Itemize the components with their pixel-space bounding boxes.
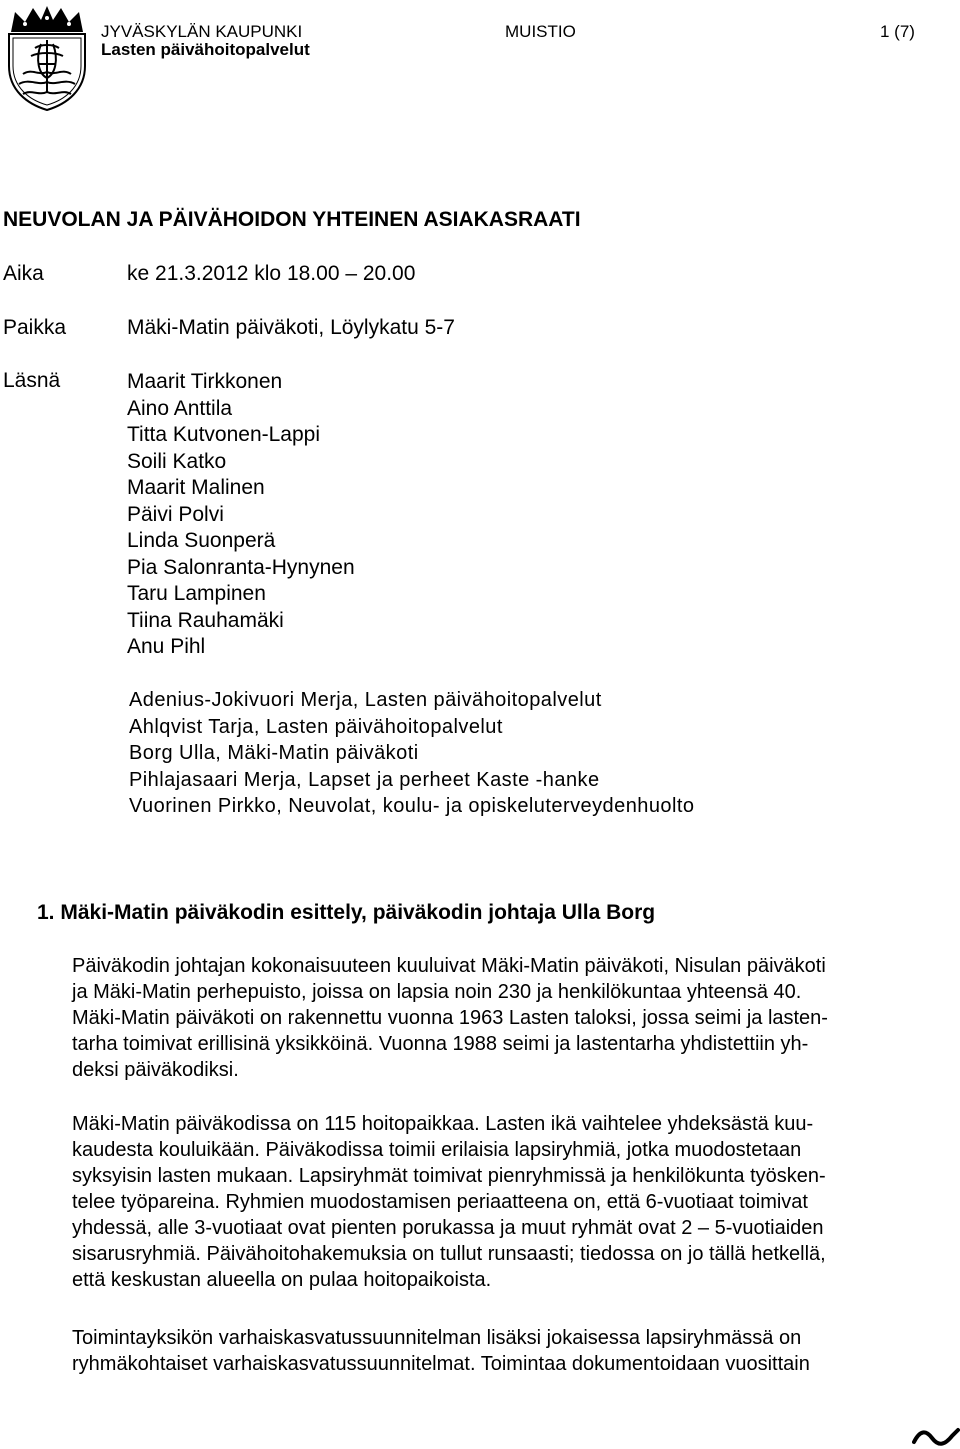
lasna-label: Läsnä xyxy=(3,369,61,392)
text-line: ja Mäki-Matin perhepuisto, joissa on lapsia noin 230 ja henkilökuntaa yhteensä 40. xyxy=(72,981,802,1003)
attendee: Pia Salonranta-Hynynen xyxy=(127,555,355,579)
guests-list xyxy=(129,687,694,820)
paikka-value: Mäki-Matin päiväkoti, Löylykatu 5-7 xyxy=(127,316,455,339)
text-line: Mäki-Matin päiväkodissa on 115 hoitopaikkaa. Lasten ikä vaihtelee yhdeksästä kuu- xyxy=(72,1113,814,1135)
attendees-list xyxy=(127,369,355,661)
guest: Borg Ulla, Mäki-Matin päiväkoti xyxy=(129,742,419,764)
text-line: kaudesta kouluikään. Päiväkodissa toimii erilaisia lapsiryhmiä, jotka muodostetaan xyxy=(72,1139,802,1161)
attendee: Aino Anttila xyxy=(127,396,233,420)
header-doc-type: MUISTIO xyxy=(505,22,576,41)
guest: Vuorinen Pirkko, Neuvolat, koulu- ja opiskeluterveydenhuolto xyxy=(129,795,695,817)
section-1-title: 1. Mäki-Matin päiväkodin esittely, päiväkodin johtaja Ulla Borg xyxy=(37,901,656,924)
text-line: Mäki-Matin päiväkoti on rakennettu vuonna 1963 Lasten taloksi, jossa seimi ja lasten- xyxy=(72,1007,828,1029)
text-line: deksi päiväkodiksi. xyxy=(72,1059,239,1081)
attendee: Soili Katko xyxy=(127,449,227,473)
attendee: Maarit Tirkkonen xyxy=(127,370,283,393)
document-title: NEUVOLAN JA PÄIVÄHOIDON YHTEINEN ASIAKASRAATI xyxy=(3,208,581,231)
text-line: tarha toimivat erillisinä yksikköinä. Vuonna 1988 seimi ja lastentarha yhdistettiin yh- xyxy=(72,1033,809,1055)
attendee: Linda Suonperä xyxy=(127,529,276,552)
section-1-paragraph-3 xyxy=(72,1325,952,1377)
footer-wave-logo-icon xyxy=(912,1420,960,1449)
attendee: Titta Kutvonen-Lappi xyxy=(127,423,321,446)
section-1-paragraph-2 xyxy=(72,1111,952,1293)
text-line: telee työpareina. Ryhmien muodostamisen periaatteena on, että 6-vuotiaat toimivat xyxy=(72,1191,808,1213)
text-line: Päiväkodin johtajan kokonaisuuteen kuuluivat Mäki-Matin päiväkoti, Nisulan päiväkoti xyxy=(72,955,826,977)
aika-value: ke 21.3.2012 klo 18.00 – 20.00 xyxy=(127,262,416,285)
text-line: sisarusryhmiä. Päivähoitohakemuksia on tullut runsaasti; tiedossa on jo tällä hetkellä, xyxy=(72,1243,826,1265)
header-department: Lasten päivähoitopalvelut xyxy=(101,40,310,59)
text-line: syksyisin lasten mukaan. Lapsiryhmät toimivat pienryhmissä ja henkilökunta työsken- xyxy=(72,1165,826,1187)
guest: Ahlqvist Tarja, Lasten päivähoitopalvelut xyxy=(129,715,503,738)
aika-label: Aika xyxy=(3,262,44,285)
attendee: Anu Pihl xyxy=(127,635,206,658)
city-crest-icon xyxy=(5,4,89,112)
guest: Pihlajasaari Merja, Lapset ja perheet Kaste -hanke xyxy=(129,768,600,791)
attendee: Päivi Polvi xyxy=(127,502,224,526)
text-line: yhdessä, alle 3-vuotiaat ovat pienten porukassa ja muut ryhmät ovat 2 – 5-vuotiaiden xyxy=(72,1217,824,1239)
attendee: Tiina Rauhamäki xyxy=(127,608,284,632)
text-line: ryhmäkohtaiset varhaiskasvatussuunnitelmat. Toimintaa dokumentoidaan vuosittain xyxy=(72,1353,810,1375)
section-1-paragraph-1 xyxy=(72,953,952,1083)
guest: Adenius-Jokivuori Merja, Lasten päivähoitopalvelut xyxy=(129,689,602,711)
text-line: Toimintayksikön varhaiskasvatussuunnitelman lisäksi jokaisessa lapsiryhmässä on xyxy=(72,1327,802,1349)
text-line: että keskustan alueella on pulaa hoitopaikoista. xyxy=(72,1269,492,1291)
attendee: Maarit Malinen xyxy=(127,476,265,499)
header-city: JYVÄSKYLÄN KAUPUNKI xyxy=(101,22,303,41)
attendee: Taru Lampinen xyxy=(127,582,266,605)
header-page-number: 1 (7) xyxy=(880,22,915,41)
paikka-label: Paikka xyxy=(3,316,67,339)
